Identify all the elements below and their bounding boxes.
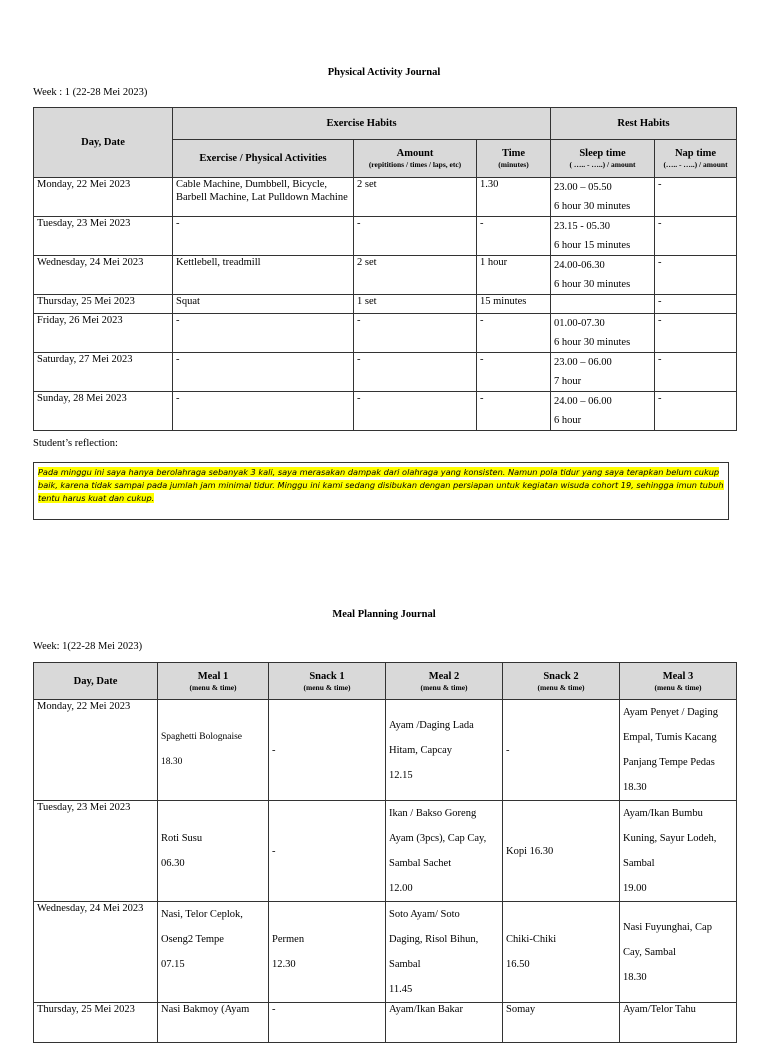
sleep-amount: 6 hour 15 minutes [554,240,631,251]
sleep-range: 24.00-06.30 [554,260,605,271]
sleep-range: 23.00 – 05.50 [554,182,612,193]
time-cell: - [477,353,551,392]
day-cell: Tuesday, 23 Mei 2023 [34,801,158,902]
day-cell: Thursday, 25 Mei 2023 [34,295,173,314]
activity-cell: Kettlebell, treadmill [173,256,354,295]
meal3-cell [620,700,737,801]
meal2-line: Ayam (3pcs), Cap Cay, [389,833,487,844]
time-cell: - [477,314,551,353]
snack2-cell: Somay [503,1003,620,1043]
snack2-time: 16.50 [506,959,530,970]
header-meal3-label: Meal 3 [662,670,694,682]
header-nap-label: Nap time [674,148,717,159]
nap-cell: - [655,295,737,314]
meal3-line: Panjang Tempe Pedas [623,757,715,768]
header-snack1-label: Snack 1 [309,670,345,682]
day-cell: Tuesday, 23 Mei 2023 [34,217,173,256]
meal3-line: Ayam/Ikan Bumbu [623,808,703,819]
sleep-cell [551,295,655,314]
meal3-line: Nasi Fuyunghai, Cap [623,921,712,933]
header-nap [655,140,737,178]
header-exercise-habits: Exercise Habits [173,108,551,140]
snack1-cell: - [269,700,386,801]
meal3-time: 19.00 [623,883,647,894]
sleep-amount: 6 hour 30 minutes [554,201,631,212]
header-time-label: Time [501,148,526,159]
sleep-cell [551,178,655,217]
sleep-range: 23.00 – 06.00 [554,357,612,368]
day-cell: Wednesday, 24 Mei 2023 [34,902,158,1003]
meal2-line: Hitam, Capcay [389,744,452,756]
sleep-cell [551,392,655,431]
header-meal2-label: Meal 2 [428,670,460,682]
meal1-time: 18.30 [161,757,183,767]
snack2-cell: Kopi 16.30 [503,801,620,902]
meal3-line: Sambal [623,858,655,869]
table-row [34,353,737,392]
meal3-cell [620,801,737,902]
meal1-cell [158,700,269,801]
nap-cell: - [655,256,737,295]
header-snack1 [269,663,386,700]
meal3-cell [620,902,737,1003]
amount-cell: - [354,353,477,392]
header-nap-sub: (….. - …..) / amount [663,160,728,169]
header-snack2-sub: (menu & time) [537,682,585,692]
header-meal2 [386,663,503,700]
meal3-line: Empal, Tumis Kacang [623,732,717,743]
day-cell: Wednesday, 24 Mei 2023 [34,256,173,295]
header-meal1 [158,663,269,700]
meal1-time: 06.30 [161,858,185,869]
table-row [34,801,737,902]
sleep-range: 23.15 - 05.30 [554,221,611,232]
reflection-highlight: Pada minggu ini saya hanya berolahraga sebanyak 3 kali, saya merasakan dampak dari olahraga yang konsisten. Namun pola tidur yang saya terapkan belum cukup baik, karena tidak sampai pada jumlah jam minimal tidur. Minggu ini kami sedang disibukan dengan persiapan untuk kegiatan wisuda cohort 19, sehingga imun tubuh tentu harus kuat dan cukup. [38,467,724,503]
header-amount [354,140,477,178]
nap-cell: - [655,217,737,256]
amount-cell: 2 set [354,178,477,217]
header-sleep-label: Sleep time [579,148,626,159]
sleep-amount: 6 hour 30 minutes [554,337,631,348]
meal-journal-title: Meal Planning Journal [332,609,436,620]
meal2-time: 11.45 [389,984,413,995]
table-row [34,314,737,353]
activity-journal-title: Physical Activity Journal [327,67,441,78]
meal1-line: Nasi, Telor Ceplok, [161,909,243,920]
table-row [34,700,737,801]
meal2-line: Soto Ayam/ Soto [389,909,460,920]
meal2-line: Daging, Risol Bihun, [389,934,479,945]
meal2-time: 12.15 [389,769,413,781]
meal3-line: Cay, Sambal [623,946,676,958]
activity-cell: - [173,353,354,392]
meal2-line: Ayam /Daging Lada [389,719,474,731]
meal3-time: 18.30 [623,782,647,793]
table-row [34,295,737,314]
day-cell: Sunday, 28 Mei 2023 [34,392,173,431]
time-cell: 15 minutes [477,295,551,314]
meal1-line: Oseng2 Tempe [161,934,224,945]
activity-week-label: Week : 1 (22-28 Mei 2023) [33,87,148,98]
table-row [34,392,737,431]
nap-cell: - [655,392,737,431]
table-row [34,902,737,1003]
snack2-cell [503,902,620,1003]
snack1-time: 12.30 [272,959,296,970]
sleep-range: 24.00 – 06.00 [554,396,612,407]
sleep-amount: 6 hour 30 minutes [554,279,631,290]
meal3-cell: Ayam/Telor Tahu [620,1003,737,1043]
meal1-menu: Spaghetti Bolognaise [161,732,243,742]
meal2-line: Sambal Sachet [389,858,452,869]
activity-cell: - [173,314,354,353]
header-amount-label: Amount [396,148,434,159]
amount-cell: 2 set [354,256,477,295]
sleep-amount: 6 hour [554,415,582,426]
sleep-cell [551,314,655,353]
sleep-amount: 7 hour [554,376,582,387]
day-cell: Saturday, 27 Mei 2023 [34,353,173,392]
amount-cell: - [354,392,477,431]
time-cell: - [477,217,551,256]
meal1-menu: Roti Susu [161,833,203,844]
meal2-cell [386,902,503,1003]
meal-table [33,662,737,1043]
time-cell: - [477,392,551,431]
meal-week-label: Week: 1(22-28 Mei 2023) [33,641,143,652]
meal2-cell: Ayam/Ikan Bakar [386,1003,503,1043]
header-meal1-sub: (menu & time) [189,682,237,692]
sleep-cell [551,256,655,295]
day-cell: Monday, 22 Mei 2023 [34,178,173,217]
amount-cell: 1 set [354,295,477,314]
table-row [34,256,737,295]
header-day-date: Day, Date [34,108,173,178]
nap-cell: - [655,314,737,353]
header-snack2 [503,663,620,700]
activity-cell: Squat [173,295,354,314]
header-time [477,140,551,178]
header-time-sub: (minutes) [498,160,529,169]
snack2-cell: - [503,700,620,801]
header-meal2-sub: (menu & time) [420,682,468,692]
meal1-cell: Nasi Bakmoy (Ayam [158,1003,269,1043]
meal2-line: Ikan / Bakso Goreng [389,808,477,819]
meal2-cell [386,801,503,902]
activity-cell: Cable Machine, Dumbbell, Bicycle, Barbell Machine, Lat Pulldown Machine [173,178,354,217]
activity-cell: - [173,392,354,431]
amount-cell: - [354,217,477,256]
snack1-cell: - [269,1003,386,1043]
table-row [34,217,737,256]
meal2-cell [386,700,503,801]
reflection-label: Student’s reflection: [33,438,118,449]
header-sleep-sub: ( ….. - …..) / amount [569,160,636,169]
snack1-menu: Permen [272,934,305,945]
sleep-cell [551,217,655,256]
header-meal1-label: Meal 1 [197,670,229,682]
time-cell: 1 hour [477,256,551,295]
meal3-line: Kuning, Sayur Lodeh, [623,833,717,844]
meal3-line: Ayam Penyet / Daging [623,707,718,718]
meal2-time: 12.00 [389,883,413,894]
sleep-range: 01.00-07.30 [554,318,605,329]
reflection-box [33,462,729,520]
snack2-menu: Chiki-Chiki [506,934,557,945]
header-rest-habits: Rest Habits [551,108,737,140]
amount-cell: - [354,314,477,353]
header-day-date: Day, Date [34,663,158,700]
meal1-cell [158,902,269,1003]
header-amount-sub: (repititions / times / laps, etc) [368,160,462,169]
meal3-time: 18.30 [623,971,647,983]
header-snack2-label: Snack 2 [543,670,579,682]
table-row [34,178,737,217]
header-sleep [551,140,655,178]
table-row [34,1003,737,1043]
day-cell: Monday, 22 Mei 2023 [34,700,158,801]
header-activities: Exercise / Physical Activities [173,140,354,178]
nap-cell: - [655,178,737,217]
header-meal3 [620,663,737,700]
meal1-time: 07.15 [161,959,185,970]
activity-table [33,107,737,431]
day-cell: Thursday, 25 Mei 2023 [34,1003,158,1043]
snack1-cell: - [269,801,386,902]
sleep-cell [551,353,655,392]
meal1-cell [158,801,269,902]
activity-cell: - [173,217,354,256]
day-cell: Friday, 26 Mei 2023 [34,314,173,353]
meal2-line: Sambal [389,959,421,970]
header-snack1-sub: (menu & time) [303,682,351,692]
reflection-text [38,466,724,505]
header-meal3-sub: (menu & time) [654,682,702,692]
time-cell: 1.30 [477,178,551,217]
snack1-cell [269,902,386,1003]
nap-cell: - [655,353,737,392]
